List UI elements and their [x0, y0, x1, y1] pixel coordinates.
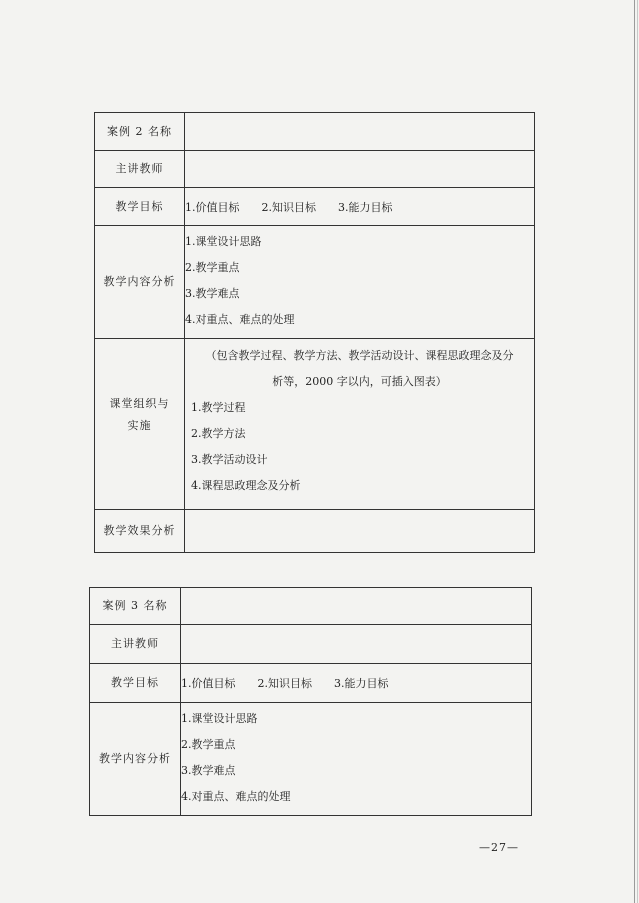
case-2-content-label: 教学内容分析 — [95, 226, 185, 339]
page-edge-inner — [637, 0, 638, 903]
case-2-name-field[interactable] — [185, 113, 535, 151]
content-item: 1.课堂设计思路 — [181, 712, 258, 725]
content-item: 2.教学重点 — [181, 738, 236, 751]
org-note-line: （包含教学过程、教学方法、教学活动设计、课程思政理念及分 — [205, 349, 514, 362]
org-item: 4.课程思政理念及分析 — [191, 479, 301, 492]
content-item: 2.教学重点 — [185, 261, 240, 274]
case-2-org-label — [95, 339, 185, 510]
case-2-content-field[interactable] — [185, 226, 535, 339]
org-label-line: 实施 — [127, 419, 152, 432]
case-2-effect-row — [95, 510, 535, 553]
case-3-goal-row — [90, 664, 532, 703]
case-2-name-row — [95, 113, 535, 151]
goal-item: 2.知识目标 — [257, 677, 312, 690]
content-item: 4.对重点、难点的处理 — [181, 790, 291, 803]
goal-item: 1.价值目标 — [181, 677, 236, 690]
case-2-effect-field[interactable] — [185, 510, 535, 553]
case-2-effect-label: 教学效果分析 — [95, 510, 185, 553]
case-2-org-list — [185, 395, 534, 499]
case-2-goal-label: 教学目标 — [95, 188, 185, 226]
case-3-table — [89, 587, 532, 816]
case-2-teacher-label: 主讲教师 — [95, 151, 185, 188]
case-3-name-label: 案例 3 名称 — [90, 588, 181, 625]
content-item: 4.对重点、难点的处理 — [185, 313, 295, 326]
page-number: —27— — [479, 841, 519, 854]
org-item: 2.教学方法 — [191, 427, 246, 440]
goal-item: 3.能力目标 — [338, 200, 393, 214]
case-3-content-row — [90, 703, 532, 816]
org-item: 3.教学活动设计 — [191, 453, 268, 466]
case-2-table — [94, 112, 535, 553]
case-3-teacher-row — [90, 625, 532, 664]
org-item: 1.教学过程 — [191, 401, 246, 414]
case-2-goal-row — [95, 188, 535, 226]
case-3-content-label: 教学内容分析 — [90, 703, 181, 816]
case-2-teacher-row — [95, 151, 535, 188]
case-3-name-field[interactable] — [181, 588, 532, 625]
case-2-name-label: 案例 2 名称 — [95, 113, 185, 151]
org-note-line: 析等，2000 字以内，可插入图表） — [272, 375, 447, 388]
case-2-org-note — [185, 339, 534, 395]
goal-item: 2.知识目标 — [261, 200, 316, 214]
content-item: 3.教学难点 — [185, 287, 240, 300]
case-3-content-field[interactable] — [181, 703, 532, 816]
content-item: 1.课堂设计思路 — [185, 235, 262, 248]
case-2-goal-field[interactable] — [185, 188, 535, 226]
goal-item: 3.能力目标 — [334, 677, 389, 690]
case-3-name-row — [90, 588, 532, 625]
case-3-teacher-label: 主讲教师 — [90, 625, 181, 664]
content-item: 3.教学难点 — [181, 764, 236, 777]
case-2-org-field[interactable] — [185, 339, 535, 510]
case-2-teacher-field[interactable] — [185, 151, 535, 188]
case-3-goal-field[interactable] — [181, 664, 532, 703]
case-2-org-row — [95, 339, 535, 510]
case-3-goal-label: 教学目标 — [90, 664, 181, 703]
case-2-content-row — [95, 226, 535, 339]
case-3-teacher-field[interactable] — [181, 625, 532, 664]
org-label-line: 课堂组织与 — [109, 397, 170, 410]
goal-item: 1.价值目标 — [185, 200, 240, 214]
page-edge — [634, 0, 635, 903]
